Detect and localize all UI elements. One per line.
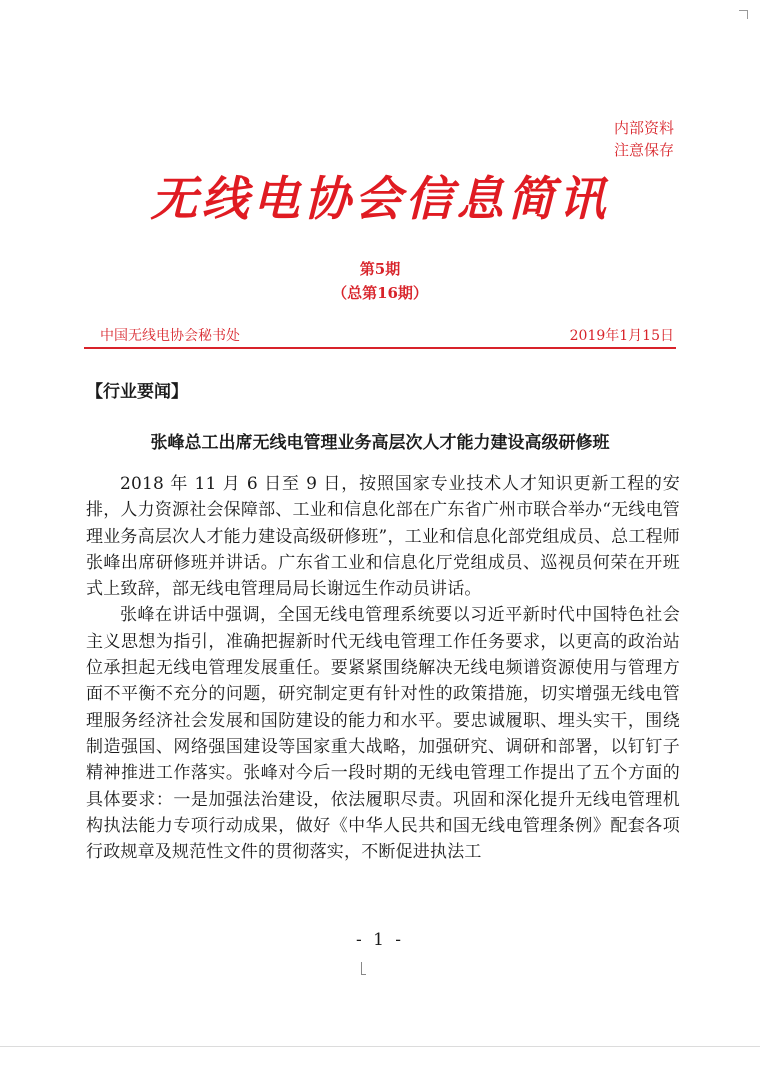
scan-corner-mark [739, 10, 748, 19]
publisher-row [92, 325, 674, 347]
issue-number: 第5期 [359, 260, 401, 278]
scan-tick-mark [361, 962, 366, 975]
page-number: - 1 - [355, 930, 405, 950]
article-paragraph: 张峰在讲话中强调，全国无线电管理系统要以习近平新时代中国特色社会主义思想为指引，准确把握新时代无线电管理工作任务要求，以更高的政治站位承担起无线电管理发展重任。要紧紧围绕解决无线电频谱资源使用与管理方面不平衡不充分的问题，研究制定更有针对性的政策措施，切实增强无线电管理服务经济社会发展和国防建设的能力和水平。要忠诚履职、埋头实干，围绕制造强国、网络强国建设等国家重大战略，加强研究、调研和部署，以钉钉子精神推进工作落实。张峰对今后一段时期的无线电管理工作提出了五个方面的具体要求：一是加强法治建设，依法履职尽责。巩固和深化提升无线电管理机构执法能力专项行动成果，做好《中华人民共和国无线电管理条例》配套各项行政规章及规范性文件的贯彻落实，不断促进执法工 [86, 605, 680, 863]
scan-edge-line [0, 1046, 760, 1047]
confidential-notice [614, 117, 674, 161]
issue-total: （总第16期） [332, 284, 428, 302]
article-headline: 张峰总工出席无线电管理业务高层次人才能力建设高级研修班 [150, 433, 610, 453]
issue-info [0, 257, 760, 305]
notice-line-internal: 内部资料 [613, 119, 674, 137]
header-divider [84, 347, 676, 349]
publisher-organization: 中国无线电协会秘书处 [100, 328, 240, 344]
notice-line-keep: 注意保存 [613, 141, 674, 159]
publish-date: 2019年1月15日 [569, 328, 674, 344]
article-body [86, 471, 680, 865]
masthead-title: 无线电协会信息简讯 [150, 172, 610, 227]
section-label: 【行业要闻】 [86, 382, 188, 402]
article-paragraph: 2018 年 11 月 6 日至 9 日，按照国家专业技术人才知识更新工程的安排，人力资源社会保障部、工业和信息化部在广东省广州市联合举办“无线电管理业务高层次人才能力建设高级研修班”，工业和信息化部党组成员、总工程师张峰出席研修班并讲话。广东省工业和信息化厅党组成员、巡视员何荣在开班式上致辞，部无线电管理局局长谢远生作动员讲话。 [86, 474, 680, 600]
